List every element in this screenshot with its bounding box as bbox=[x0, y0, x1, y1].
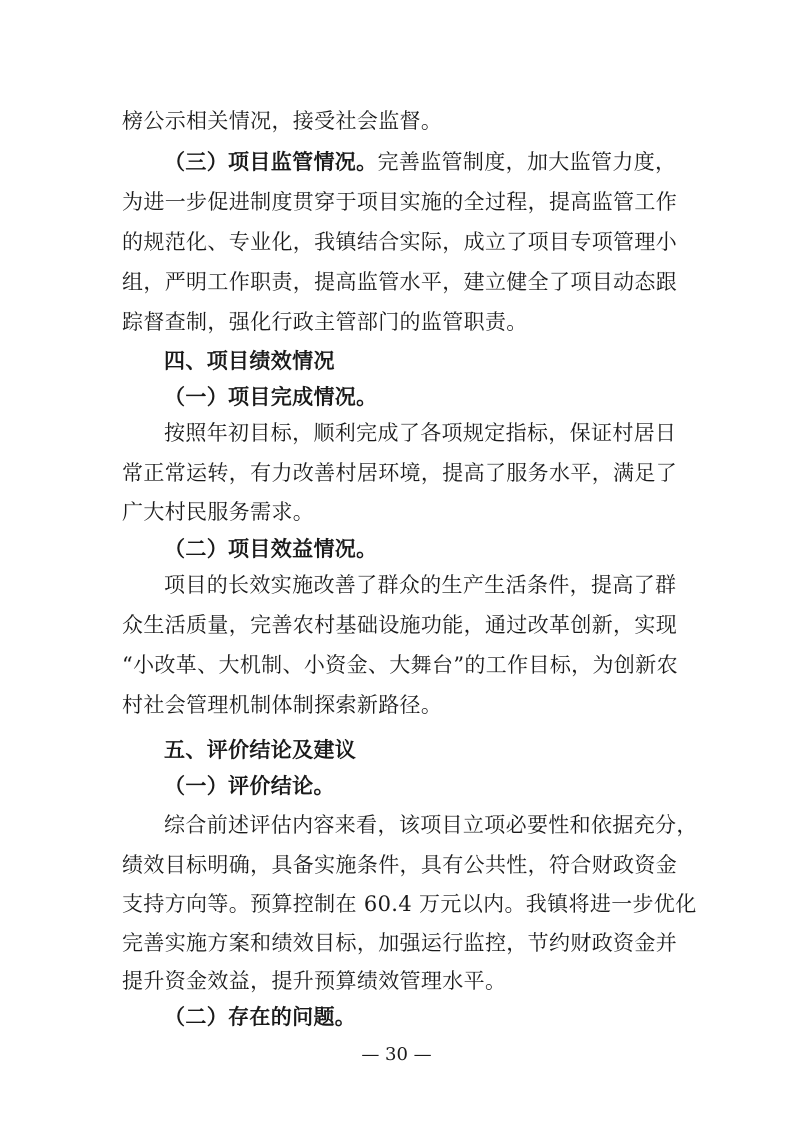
body-text: 踪督查制，强化行政主管部门的监管职责。 bbox=[122, 310, 528, 334]
body-text: 组，严明工作职责，提高监管水平，建立健全了项目动态跟 bbox=[122, 270, 678, 294]
body-text: 榜公示相关情况，接受社会监督。 bbox=[122, 109, 443, 133]
body-text: 常正常运转，有力改善村居环境，提高了服务水平，满足了 bbox=[122, 461, 678, 485]
subsection-heading: （一）项目完成情况。 bbox=[164, 385, 378, 409]
subsection-heading: （二）项目效益情况。 bbox=[164, 537, 378, 561]
paragraph-line bbox=[164, 812, 698, 838]
paragraph-line bbox=[122, 460, 677, 486]
paragraph-line bbox=[122, 652, 678, 678]
body-text: 村社会管理机制体制探索新路径。 bbox=[122, 693, 443, 717]
paragraph-line bbox=[122, 968, 506, 994]
paragraph-line bbox=[164, 149, 676, 175]
paragraph-line bbox=[122, 499, 314, 525]
paragraph-line bbox=[122, 229, 677, 255]
paragraph-line bbox=[164, 420, 676, 446]
body-text: 按照年初目标，顺利完成了各项规定指标，保证村居日 bbox=[164, 421, 677, 445]
body-text: 的规范化、专业化，我镇结合实际，成立了项目专项管理小 bbox=[122, 230, 678, 254]
body-text: 完善监管制度，加大监管力度， bbox=[377, 150, 677, 174]
subsection-heading: （一）评价结论。 bbox=[164, 774, 335, 798]
paragraph-line bbox=[122, 189, 677, 215]
body-text: “小改革、大机制、小资金、大舞台”的工作目标，为创新农 bbox=[122, 653, 678, 677]
page-number: — 30 — bbox=[361, 1044, 432, 1065]
body-text: 完善实施方案和绩效目标，加强运行监控，节约财政资金并 bbox=[122, 931, 678, 955]
section-heading: 五、评价结论及建议 bbox=[164, 738, 357, 762]
paragraph-line bbox=[122, 612, 677, 638]
paragraph-line bbox=[122, 108, 442, 134]
paragraph-line bbox=[122, 852, 677, 878]
paragraph-line bbox=[122, 891, 697, 917]
paragraph-line bbox=[122, 930, 677, 956]
body-text: 广大村民服务需求。 bbox=[122, 500, 315, 524]
section-heading: 四、项目绩效情况 bbox=[164, 349, 335, 373]
paragraph-line bbox=[122, 309, 528, 335]
paragraph-line bbox=[122, 692, 442, 718]
paragraph-line bbox=[164, 572, 676, 598]
body-text: 项目的长效实施改善了群众的生产生活条件，提高了群 bbox=[164, 573, 677, 597]
body-text: 众生活质量，完善农村基础设施功能，通过改革创新，实现 bbox=[122, 613, 678, 637]
body-text: 为进一步促进制度贯穿于项目实施的全过程，提高监管工作 bbox=[122, 190, 678, 214]
subheading-inline: （三）项目监管情况。 bbox=[164, 150, 378, 174]
paragraph-line bbox=[122, 269, 677, 295]
subsection-heading: （二）存在的问题。 bbox=[164, 1005, 357, 1029]
body-text: 支持方向等。预算控制在 60.4 万元以内。我镇将进一步优化 bbox=[122, 892, 697, 916]
body-text: 提升资金效益，提升预算绩效管理水平。 bbox=[122, 969, 507, 993]
body-text: 综合前述评估内容来看，该项目立项必要性和依据充分， bbox=[164, 813, 698, 837]
body-text: 绩效目标明确，具备实施条件，具有公共性，符合财政资金 bbox=[122, 853, 678, 877]
